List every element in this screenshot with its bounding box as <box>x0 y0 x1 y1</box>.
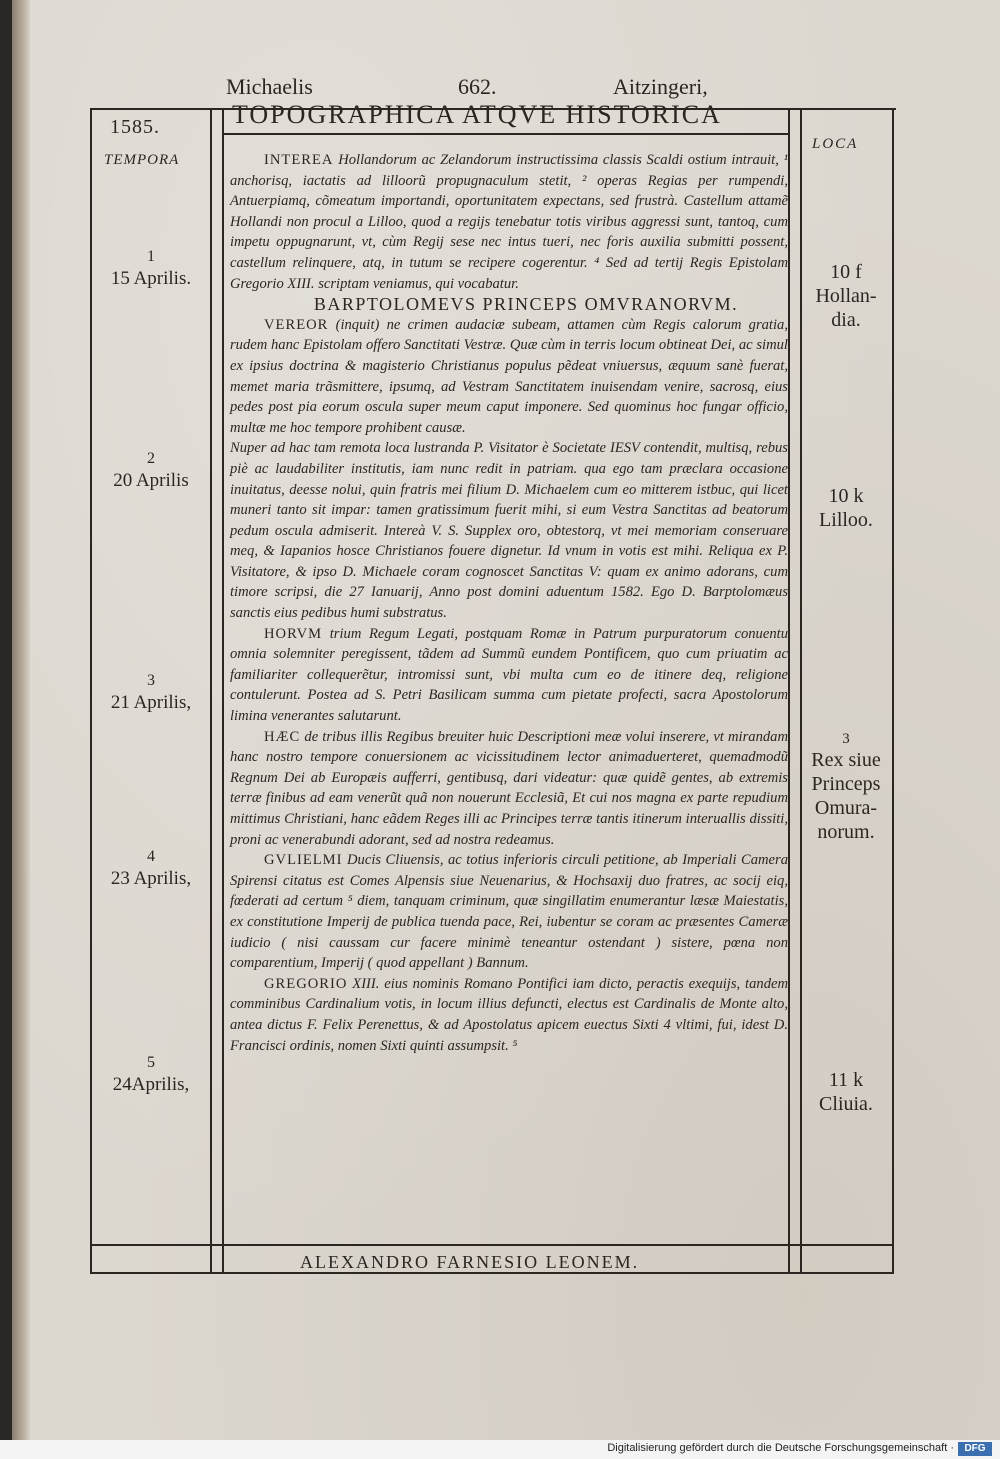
initial-word: INTEREA <box>264 152 334 168</box>
date-entry <box>92 670 210 714</box>
date-label: 24Aprilis, <box>112 1074 190 1095</box>
date-label: 23 Aprilis, <box>110 868 192 889</box>
place-line: Omura- <box>814 797 878 819</box>
paragraph <box>230 974 788 1056</box>
paragraph <box>230 315 788 439</box>
date-label: 20 Aprilis <box>113 470 189 491</box>
date-entry <box>92 448 210 492</box>
bottom-inner-rule <box>92 1244 892 1246</box>
paragraph-text: Nuper ad hac tam remota loca lustranda P. Visitator è Societate IESV contendit, multisq, rebus piè ac laudabiliter institutis, iam nunc redit in patriam. qua ego tam præclara occasione inuitatus, deesse nolui, quin fratris mei filium D. Michaelem cum eo mitterem istbuc, qui licet muneri tanto sit impar: tamen gratissimum fuerit mihi, si eum Vestra Sanctitas ad beatorum pedum oscula admiserit. Intereà V. S. Supplex oro, obtestorq, vt mei memoriam conseruare meq, & Iapanios hosce Christianos fouere dignetur. Id vnum in votis est mihi. Reliqua ex P. Visitatore, & ipso D. Michaele coram cognoscet Sanctitas V: quam ex animo adorans, cum timore scripsi, die 27 Ianuarij, Anno post domini aduentum 1582. Ego D. Barptolomæus sanctis eius pedibus humi substratus. <box>230 440 788 622</box>
initial-word: GREGORIO <box>264 975 348 992</box>
place-line: Lilloo. <box>819 509 873 531</box>
place-line: Cliuia. <box>819 1093 873 1115</box>
running-header-right: Aitzingeri, <box>613 74 708 99</box>
initial-word: VEREOR <box>264 316 329 333</box>
date-entry <box>92 846 210 890</box>
dfg-logo: DFG <box>958 1442 992 1456</box>
title-underline <box>222 133 790 135</box>
initial-word: GVLIELMI <box>264 852 343 869</box>
place-line: norum. <box>817 821 875 843</box>
year: 1585. <box>110 116 160 138</box>
tempora-label: TEMPORA <box>104 152 180 168</box>
date-number: 5 <box>147 1054 155 1071</box>
paragraph <box>230 850 788 974</box>
place-entry <box>786 260 906 332</box>
page-number: 662. <box>458 74 497 99</box>
place-line: 11 k <box>828 1069 864 1091</box>
paragraph <box>230 438 788 623</box>
date-number: 3 <box>147 672 155 689</box>
initial-word: HÆC <box>264 728 301 745</box>
paragraph-text: Hollandorum ac Zelandorum instructissima classis Scaldi ostium intrauit, ¹ anchorisq, iactatis ad lilloorũ propugnaculum stetit, ² operas Regias per rumpendi, Antuerpiamq, cõmeatum importandi, oportunitatem expectans, sed frustrà. Castellum attamẽ Hollandi non procul a Lilloo, quod a regijs tenebatur totis viribus aggressi sunt, tantoq, cum impetu oppugnarunt, vt, cùm Regij sese nec intus tueri, nec foris auxilia submitti possent, castellum relinquere, atq, in tutum se recipere cogerentur. ⁴ Sed ad tertij Regis Epistolam Gregorio XIII. scriptam veniamus, qui vocabatur. <box>230 152 788 292</box>
catchword-title: ALEXANDRO FARNESIO LEONEM. <box>300 1252 640 1272</box>
place-line: 3 <box>842 731 850 747</box>
running-header-left: Michaelis <box>226 74 313 99</box>
place-line: 10 k <box>828 485 864 507</box>
page-gutter <box>12 0 30 1440</box>
date-label: 15 Aprilis. <box>110 268 192 289</box>
paragraph-text: (inquit) ne crimen audaciæ subeam, attamen cùm Regis calorum gratia, rudem hanc Epistolam offero Sanctitati Vestræ. Quæ cùm in terris locum obtineat Dei, ac simul ex ipsius doctrina & magisterio Christianus populus pẽdeat vniuersus, æquum sanè fuerat, memet maria trãsmittere, ipsumq, ad Vestram Sanctitatem inuisendam venire, sacrosq, eius pedes post pia eorum oscula super meum caput imponere. Sed quominus hoc fungar officio, multæ me hoc tempore prohibent causæ. <box>230 316 788 436</box>
paragraph <box>230 727 788 851</box>
date-entry <box>92 1052 210 1096</box>
place-entry <box>786 484 906 532</box>
place-line: Rex siue <box>811 749 881 771</box>
place-line: Hollan- <box>815 285 877 307</box>
paragraph <box>230 150 788 294</box>
place-line: 10 f <box>830 261 862 283</box>
date-number: 4 <box>147 848 155 865</box>
place-entry <box>786 730 906 844</box>
loca-label: LOCA <box>812 136 859 152</box>
section-heading: BARPTOLOMEVS PRINCEPS OMVRANORVM. <box>313 294 739 315</box>
date-number: 2 <box>147 450 155 467</box>
date-label: 21 Aprilis, <box>110 692 192 713</box>
place-line: Princeps <box>811 773 881 795</box>
main-text <box>230 150 788 1056</box>
text-column-left-rule <box>222 108 224 1274</box>
date-number: 1 <box>147 248 155 265</box>
paragraph-text: de tribus illis Regibus breuiter huic Descriptioni meæ volui inserere, vt mirandam hanc nostro tempore conuersionem ac vicissitudinem lector animaduerteret, quemadmodũ Regnum Dei ab Europæis aufferri, gentibusq, dari videatur: quæ quidẽ gentes, ab extremis terræ finibus ad eam venerũt quã non nouerunt Ecclesiã, Et cui nos magna ex parte repudium mittimus Christiani, hanc eãdem Reges illi ac Principes terræ tantis itinerum interuallis dissiti, proni ac venerabundi adorant, sed ad nostra redeamus. <box>230 728 788 848</box>
paragraph-text: Ducis Cliuensis, ac totius inferioris circuli petitione, ab Imperiali Camera Spirensi citatus est Comes Alpensis siue Neuenarius, & Hochsaxij duo fratres, ac socij eiq, fœderati ad certum ⁵ diem, tanquam criminum, quæ singillatim enumerantur læsæ Maiestatis, ex constitutione Imperij de publica tuenda pace, Rei, iubentur se coram ac præsentes Cameræ iudicio ( nisi caussam cur facere minimè teneantur ostendant ) sistere, pœna non comparentium, Imperij ( quod appellant ) Bannum. <box>230 852 789 972</box>
tempora-column-rule <box>210 108 212 1274</box>
page-title: TOPOGRAPHICA ATQVE HISTORICA <box>232 100 722 129</box>
place-line: dia. <box>831 309 861 331</box>
paragraph-text: XIII. eius nominis Romano Pontifici iam dicto, peractis exequijs, tandem comminibus Cardinalium votis, in locum illius defuncti, electus est Cardinalis de Monte alto, antea dictus F. Felix Perenettus, & ad Apostolatus apicem euectus Sixti 4 vltimi, fui, idest D. Francisci ordinis, nomen Sixti quinti assumpsit. ⁵ <box>230 975 789 1054</box>
initial-word: HORVM <box>264 625 323 642</box>
paragraph-text: trium Regum Legati, postquam Romæ in Patrum purpuratorum conuentu omnia solemniter peregissent, tãdem ad Summũ eundem Pontificem, quo cum priuatim ac familiariter collequerẽtur, intromissi sunt, vbi multa cum eo de itinere deq, religione contulerunt. Postea ad S. Petri Basilicam summa cum pietate profecti, sacra Apostolorum limina venerantes salutarunt. <box>230 625 788 725</box>
footer-credit: Digitalisierung gefördert durch die Deutsche Forschungsgemeinschaft · <box>607 1442 954 1454</box>
place-entry <box>786 1068 906 1116</box>
date-entry <box>92 246 210 290</box>
paragraph <box>230 624 788 727</box>
